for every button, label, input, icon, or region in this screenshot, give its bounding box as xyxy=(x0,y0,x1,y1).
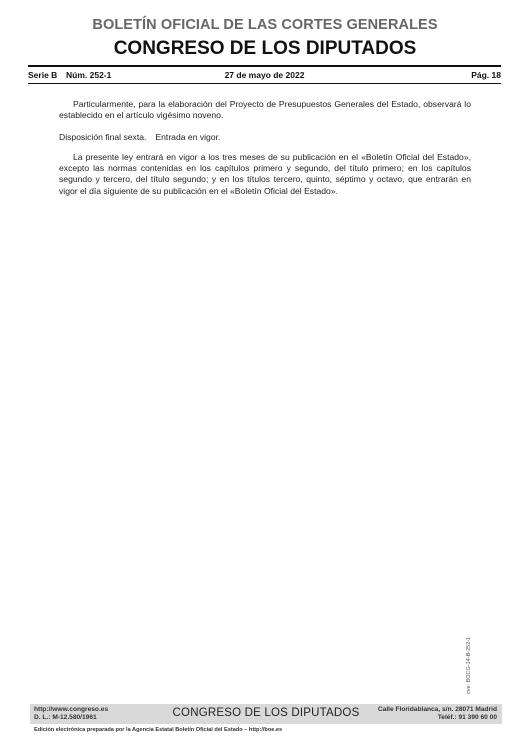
header-rule-top xyxy=(28,65,501,67)
cve-code: cve: BOCG-14-B-252-1 xyxy=(466,636,472,694)
page-number: Pág. 18 xyxy=(471,70,501,80)
paragraph-entrada-en-vigor: La presente ley entrará en vigor a los tres meses de su publicación en el «Boletín Oficial del Estado», excepto las normas contenidas en los capítulos primero y segundo, del título primero; en los capítulos segundo y tercero, del título segundo; y en los títulos tercero, quinto, séptimo y octavo, que entrarán en vigor el día siguiente de su publicación en el «Boletín Oficial del Estado». xyxy=(59,151,471,196)
website-link[interactable]: http://www.congreso.es xyxy=(34,706,109,713)
legal-deposit: D. L.: M-12.580/1961 xyxy=(34,714,97,721)
issue-meta-bar xyxy=(28,70,501,82)
footer-right xyxy=(378,706,497,722)
phone: Teléf.: 91 390 60 00 xyxy=(437,714,497,721)
footer-bar xyxy=(30,704,502,724)
edition-note: Edición electrónica preparada por la Agencia Estatal Boletín Oficial del Estado – http://boe.es xyxy=(34,727,283,733)
provision-number: Disposición final sexta. xyxy=(59,131,147,142)
paragraph-presupuestos: Particularmente, para la elaboración del Proyecto de Presupuestos Generales del Estado, observará lo establecido en el artículo vigésimo noveno. xyxy=(59,99,471,121)
serie-label: Serie B xyxy=(28,70,58,80)
provision-title: Entrada en vigor. xyxy=(155,131,221,142)
chamber-title: CONGRESO DE LOS DIPUTADOS xyxy=(113,38,417,59)
address: Calle Floridablanca, s/n. 28071 Madrid xyxy=(377,706,497,713)
publication-title: BOLETÍN OFICIAL DE LAS CORTES GENERALES xyxy=(92,17,438,33)
document-body xyxy=(59,99,471,207)
issue-date: 27 de mayo de 2022 xyxy=(224,70,305,80)
header-rule-bottom xyxy=(28,83,501,84)
footer-chamber: CONGRESO DE LOS DIPUTADOS xyxy=(172,707,360,719)
issue-number: Núm. 252-1 xyxy=(66,70,112,80)
provision-heading xyxy=(59,132,471,143)
